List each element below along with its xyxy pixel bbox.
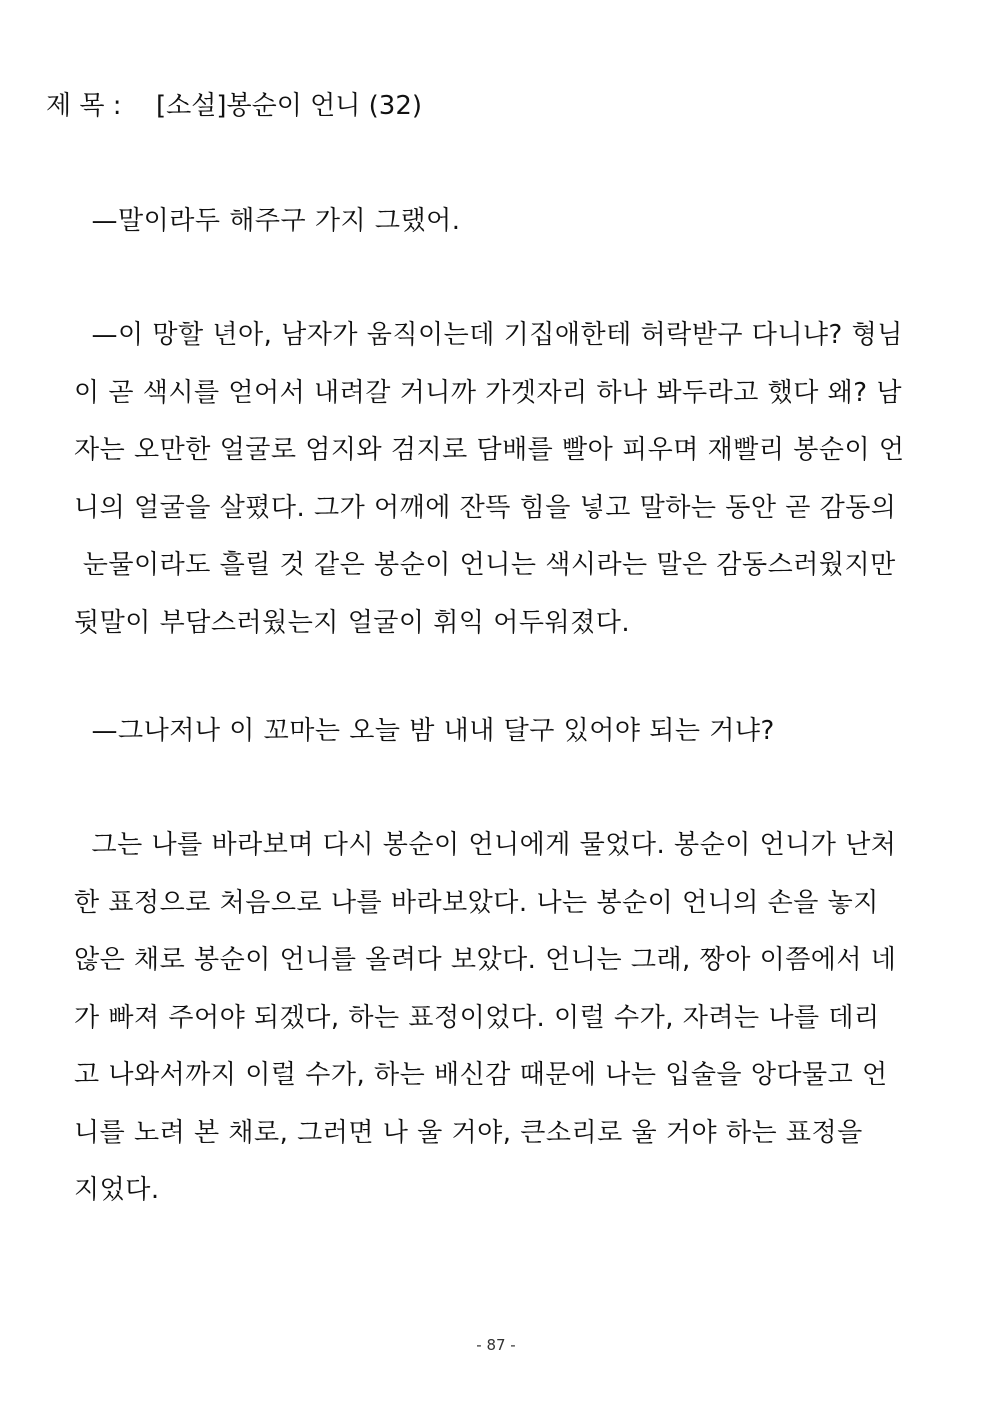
text-line: 고 나와서까지 이럴 수가, 하는 배신감 때문에 나는 입술을 앙다물고 언 <box>74 1060 888 1090</box>
text-line: 가 빠져 주어야 되겠다, 하는 표정이었다. 이럴 수가, 자려는 나를 데리 <box>74 1002 880 1033</box>
paragraph-1 <box>74 193 930 251</box>
text-line: 니를 노려 본 채로, 그러면 나 울 거야, 큰소리로 울 거야 하는 표정을 <box>74 1117 863 1148</box>
title-line <box>46 86 422 126</box>
text-line: —그나저나 이 꼬마는 오늘 밤 내내 달구 있어야 되는 거냐? <box>74 716 775 746</box>
paragraph-4 <box>74 817 930 1220</box>
page-title: [소설]봉순이 언니 (32) <box>156 91 422 121</box>
text-line: 눈물이라도 흘릴 것 같은 봉순이 언니는 색시라는 말은 감동스러웠지만 <box>74 550 896 580</box>
paragraph-2 <box>74 307 930 652</box>
text-line: 뒷말이 부담스러웠는지 얼굴이 휘익 어두워졌다. <box>74 607 631 638</box>
text-line: 않은 채로 봉순이 언니를 올려다 보았다. 언니는 그래, 짱아 이쯤에서 네 <box>74 945 897 975</box>
paragraph-3 <box>74 703 930 761</box>
text-line: —말이라두 해주구 가지 그랬어. <box>74 206 461 236</box>
title-label: 제 목 : <box>46 91 122 121</box>
text-line: 지었다. <box>74 1175 160 1205</box>
text-line: —이 망할 년아, 남자가 움직이는데 기집애한테 허락받구 다니냐? 형님 <box>74 320 903 350</box>
page-number: - 87 - <box>476 1336 516 1354</box>
text-line: 이 곧 색시를 얻어서 내려갈 거니까 가겟자리 하나 봐두라고 했다 왜? 남 <box>74 377 902 408</box>
text-line: 한 표정으로 처음으로 나를 바라보았다. 나는 봉순이 언니의 손을 놓지 <box>74 887 879 918</box>
text-line: 자는 오만한 얼굴로 엄지와 검지로 담배를 빨아 피우며 재빨리 봉순이 언 <box>74 435 905 465</box>
text-line: 니의 얼굴을 살폈다. 그가 어깨에 잔뜩 힘을 넣고 말하는 동안 곧 감동의 <box>74 492 897 523</box>
text-line: 그는 나를 바라보며 다시 봉순이 언니에게 물었다. 봉순이 언니가 난처 <box>74 830 897 860</box>
